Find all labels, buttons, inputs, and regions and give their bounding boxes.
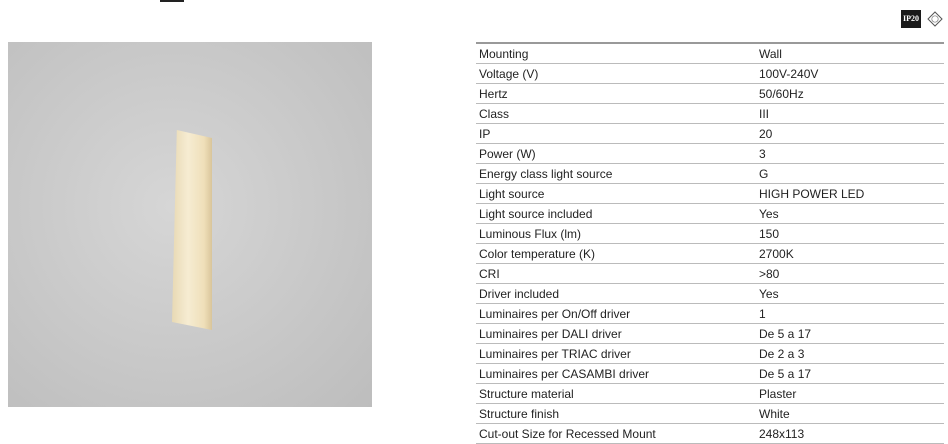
spec-value: 248x113 bbox=[756, 424, 944, 444]
spec-label: Luminaires per CASAMBI driver bbox=[476, 364, 756, 384]
spec-value: 100V-240V bbox=[756, 64, 944, 84]
spec-value: 2700K bbox=[756, 244, 944, 264]
spec-label: Light source bbox=[476, 184, 756, 204]
product-image bbox=[8, 42, 372, 407]
header-fragment bbox=[160, 0, 184, 2]
spec-row bbox=[476, 344, 944, 364]
light-strip bbox=[172, 130, 212, 330]
spec-label: Driver included bbox=[476, 284, 756, 304]
spec-label: Energy class light source bbox=[476, 164, 756, 184]
spec-label: Power (W) bbox=[476, 144, 756, 164]
spec-row bbox=[476, 244, 944, 264]
spec-label: CRI bbox=[476, 264, 756, 284]
spec-row bbox=[476, 84, 944, 104]
specs-table bbox=[476, 42, 944, 444]
spec-row bbox=[476, 364, 944, 384]
spec-row bbox=[476, 184, 944, 204]
spec-row bbox=[476, 164, 944, 184]
spec-row bbox=[476, 64, 944, 84]
spec-label: Hertz bbox=[476, 84, 756, 104]
spec-value: Yes bbox=[756, 204, 944, 224]
spec-row bbox=[476, 304, 944, 324]
spec-label: Luminaires per On/Off driver bbox=[476, 304, 756, 324]
spec-label: Color temperature (K) bbox=[476, 244, 756, 264]
spec-value: 20 bbox=[756, 124, 944, 144]
class-iii-icon bbox=[927, 11, 943, 27]
spec-value: Wall bbox=[756, 43, 944, 64]
spec-label: Mounting bbox=[476, 43, 756, 64]
spec-value: White bbox=[756, 404, 944, 424]
spec-row bbox=[476, 124, 944, 144]
spec-label: Luminaires per TRIAC driver bbox=[476, 344, 756, 364]
spec-value: G bbox=[756, 164, 944, 184]
spec-row bbox=[476, 224, 944, 244]
spec-row bbox=[476, 144, 944, 164]
spec-row bbox=[476, 43, 944, 64]
ip-rating-badge: IP20 bbox=[901, 10, 921, 28]
spec-row bbox=[476, 284, 944, 304]
spec-label: Structure finish bbox=[476, 404, 756, 424]
spec-value: 3 bbox=[756, 144, 944, 164]
spec-value: Plaster bbox=[756, 384, 944, 404]
spec-value: 1 bbox=[756, 304, 944, 324]
spec-label: Luminous Flux (lm) bbox=[476, 224, 756, 244]
spec-label: Light source included bbox=[476, 204, 756, 224]
spec-row bbox=[476, 324, 944, 344]
spec-row bbox=[476, 204, 944, 224]
spec-row bbox=[476, 384, 944, 404]
spec-value: Yes bbox=[756, 284, 944, 304]
spec-row bbox=[476, 424, 944, 444]
spec-label: IP bbox=[476, 124, 756, 144]
spec-value: >80 bbox=[756, 264, 944, 284]
spec-label: Structure material bbox=[476, 384, 756, 404]
spec-value: HIGH POWER LED bbox=[756, 184, 944, 204]
spec-label: Cut-out Size for Recessed Mount bbox=[476, 424, 756, 444]
spec-label: Class bbox=[476, 104, 756, 124]
spec-value: De 5 a 17 bbox=[756, 364, 944, 384]
spec-row bbox=[476, 404, 944, 424]
spec-row bbox=[476, 104, 944, 124]
spec-value: III bbox=[756, 104, 944, 124]
spec-value: De 5 a 17 bbox=[756, 324, 944, 344]
spec-row bbox=[476, 264, 944, 284]
spec-value: De 2 a 3 bbox=[756, 344, 944, 364]
spec-value: 50/60Hz bbox=[756, 84, 944, 104]
spec-label: Luminaires per DALI driver bbox=[476, 324, 756, 344]
spec-value: 150 bbox=[756, 224, 944, 244]
spec-label: Voltage (V) bbox=[476, 64, 756, 84]
